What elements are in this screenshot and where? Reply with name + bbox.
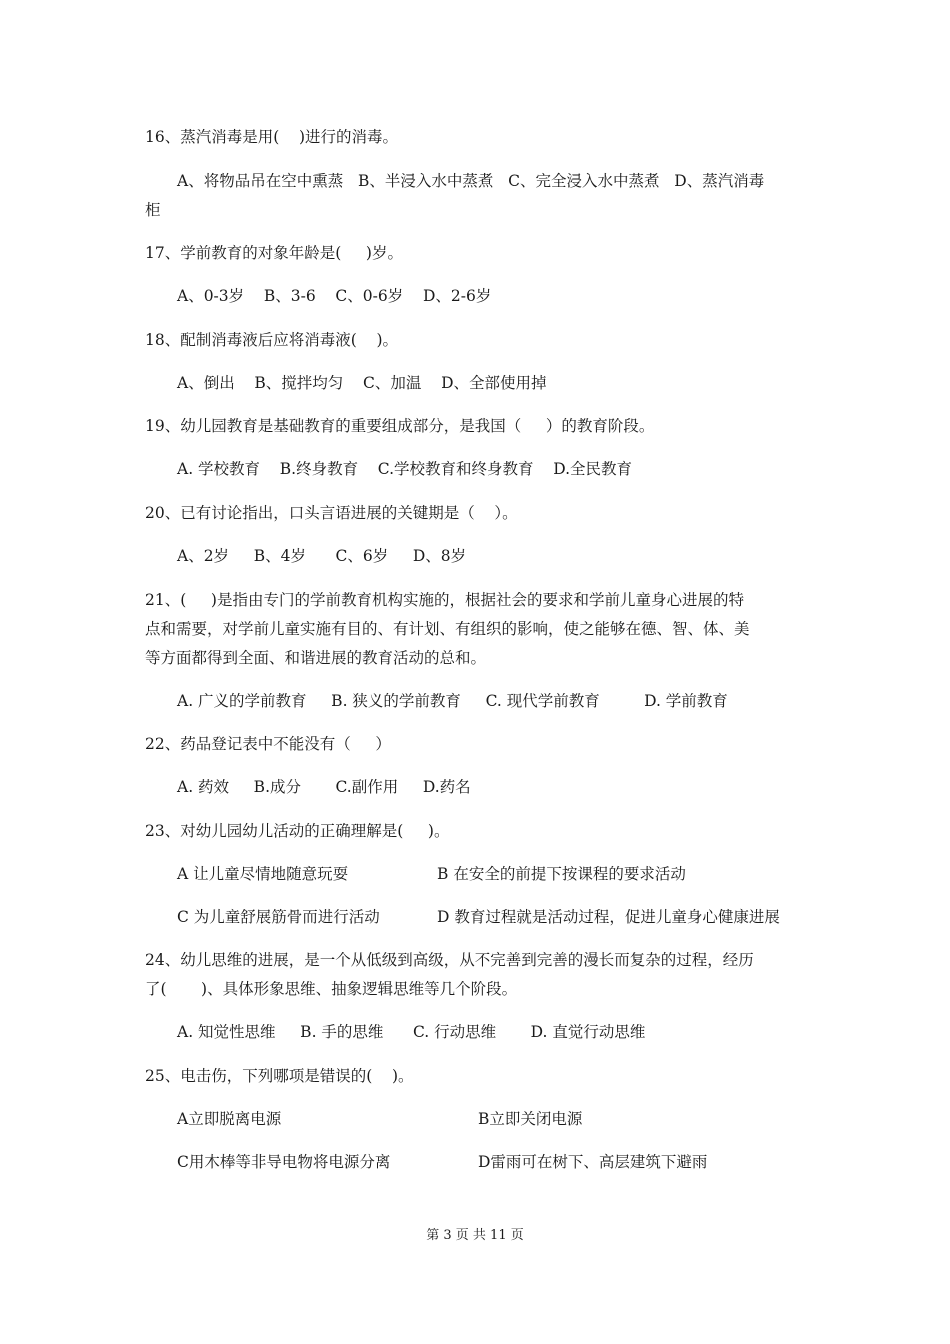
question-23-option-d: D 教育过程就是活动过程，促进儿童身心健康进展: [437, 908, 780, 926]
question-16-stem: 16、蒸汽消毒是用( )进行的消毒。: [145, 128, 399, 146]
question-24-stem-line-1: 24、幼儿思维的进展，是一个从低级到高级，从不完善到完善的漫长而复杂的过程，经历: [145, 951, 754, 969]
question-17-stem: 17、学前教育的对象年龄是( )岁。: [145, 244, 403, 262]
question-25-option-d: D雷雨可在树下、高层建筑下避雨: [478, 1153, 708, 1171]
question-21-stem-line-3: 等方面都得到全面、和谐进展的教育活动的总和。: [145, 649, 487, 667]
question-20-stem: 20、已有讨论指出，口头言语进展的关键期是（ ）。: [145, 504, 518, 522]
question-21-options: A. 广义的学前教育 B. 狭义的学前教育 C. 现代学前教育 D. 学前教育: [177, 692, 728, 710]
question-23-option-a: A 让儿童尽情地随意玩耍: [177, 865, 349, 883]
question-22-stem: 22、药品登记表中不能没有（ ）: [145, 735, 391, 753]
question-16-options: A、将物品吊在空中熏蒸 B、半浸入水中蒸煮 C、完全浸入水中蒸煮 D、蒸汽消毒: [177, 172, 765, 190]
question-18-stem: 18、配制消毒液后应将消毒液( )。: [145, 331, 399, 349]
question-23-option-b: B 在安全的前提下按课程的要求活动: [437, 865, 686, 883]
question-25-option-c: C用木棒等非导电物将电源分离: [177, 1153, 391, 1171]
question-21-stem-line-2: 点和需要，对学前儿童实施有目的、有计划、有组织的影响，使之能够在德、智、体、美: [145, 620, 750, 638]
question-23-option-c: C 为儿童舒展筋骨而进行活动: [177, 908, 380, 926]
question-24-options: A. 知觉性思维 B. 手的思维 C. 行动思维 D. 直觉行动思维: [177, 1023, 646, 1041]
question-23-stem: 23、对幼儿园幼儿活动的正确理解是( )。: [145, 822, 450, 840]
question-24-stem-line-2: 了( )、具体形象思维、抽象逻辑思维等几个阶段。: [145, 980, 518, 998]
question-16-options-continued: 柜: [145, 201, 161, 219]
question-20-options: A、2岁 B、4岁 C、6岁 D、8岁: [177, 547, 467, 565]
question-18-options: A、倒出 B、搅拌均匀 C、加温 D、全部使用掉: [177, 374, 547, 392]
question-25-stem: 25、电击伤，下列哪项是错误的( )。: [145, 1067, 414, 1085]
page-footer: 第 3 页 共 11 页: [426, 1228, 524, 1243]
question-19-stem: 19、幼儿园教育是基础教育的重要组成部分，是我国（ ）的教育阶段。: [145, 417, 655, 435]
question-25-option-a: A立即脱离电源: [177, 1110, 282, 1128]
question-25-option-b: B立即关闭电源: [478, 1110, 583, 1128]
question-19-options: A. 学校教育 B.终身教育 C.学校教育和终身教育 D.全民教育: [177, 460, 633, 478]
question-22-options: A. 药效 B.成分 C.副作用 D.药名: [177, 778, 471, 796]
question-21-stem-line-1: 21、( )是指由专门的学前教育机构实施的，根据社会的要求和学前儿童身心进展的特: [145, 591, 744, 609]
question-17-options: A、0-3岁 B、3-6 C、0-6岁 D、2-6岁: [177, 287, 492, 305]
